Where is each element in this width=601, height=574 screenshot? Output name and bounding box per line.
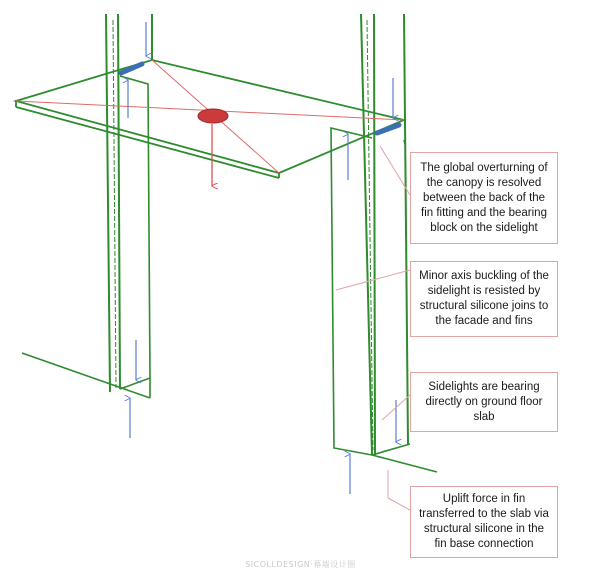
centre-of-gravity-marker [198, 109, 228, 123]
callout-bearing-text: Sidelights are bearing directly on ground floor slab [425, 380, 543, 423]
left-sidelight [120, 76, 150, 398]
callout-minor-axis-buckling [410, 261, 558, 337]
callout-global-overturning [410, 152, 558, 244]
left-facade [22, 353, 150, 398]
callout-sidelight-bearing [410, 372, 558, 432]
callout-overturning-text: The global overturning of the canopy is resolved between the back of the fin fitting and the bearing block on the sidelight [420, 161, 548, 234]
callout-uplift-text: Uplift force in fin transferred to the slab via structural silicone in the fin base connection [419, 493, 549, 550]
reaction-arrows [128, 22, 396, 494]
callout-buckling-text: Minor axis buckling of the sidelight is resisted by structural silicone joins to the facade and fins [419, 270, 549, 327]
watermark-text: SICOLLDESIGN·幕墙设计圈 [245, 560, 356, 569]
callout-uplift-force [410, 486, 558, 558]
right-fin [361, 14, 408, 455]
